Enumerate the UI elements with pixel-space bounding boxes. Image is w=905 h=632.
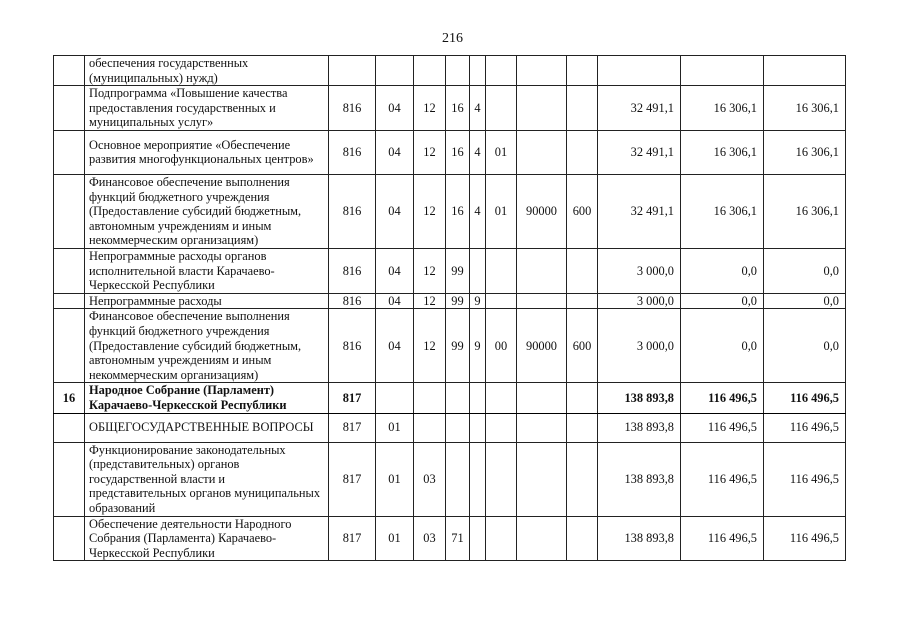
subprogram-code-cell: 9 <box>470 293 486 309</box>
section-code-cell <box>376 56 414 86</box>
subprogram-code-cell <box>470 248 486 293</box>
amount-year1-cell <box>598 56 681 86</box>
amount-year1-cell: 3 000,0 <box>598 293 681 309</box>
table-row <box>54 442 846 516</box>
row-number-cell <box>54 293 85 309</box>
row-number-cell <box>54 442 85 516</box>
subsection-code-cell <box>414 56 446 86</box>
section-code-cell: 04 <box>376 248 414 293</box>
row-name-cell: Функционирование законодательных (представительных) органов государственной власти и представительных органов муниципальных образований <box>85 442 329 516</box>
row-number-cell <box>54 248 85 293</box>
row-number-cell <box>54 130 85 174</box>
section-code-cell <box>376 383 414 413</box>
table-row <box>54 516 846 561</box>
activity-code-cell <box>486 383 517 413</box>
subsection-code-cell: 12 <box>414 248 446 293</box>
amount-year2-cell <box>681 56 764 86</box>
direction-code-cell <box>517 383 567 413</box>
ministry-code-cell: 817 <box>329 516 376 561</box>
table-row <box>54 130 846 174</box>
amount-year2-cell: 0,0 <box>681 309 764 383</box>
ministry-code-cell: 816 <box>329 130 376 174</box>
amount-year2-cell: 116 496,5 <box>681 442 764 516</box>
section-code-cell: 04 <box>376 86 414 131</box>
section-code-cell: 01 <box>376 413 414 442</box>
expense-type-cell <box>567 383 598 413</box>
table-row <box>54 309 846 383</box>
table-row <box>54 86 846 131</box>
direction-code-cell <box>517 248 567 293</box>
program-code-cell: 16 <box>446 130 470 174</box>
amount-year2-cell: 16 306,1 <box>681 130 764 174</box>
budget-table <box>53 55 846 561</box>
ministry-code-cell: 816 <box>329 248 376 293</box>
row-number-cell <box>54 174 85 248</box>
row-name-cell: Непрограммные расходы органов исполнительной власти Карачаево-Черкесской Республики <box>85 248 329 293</box>
amount-year2-cell: 16 306,1 <box>681 174 764 248</box>
activity-code-cell: 00 <box>486 309 517 383</box>
amount-year2-cell: 16 306,1 <box>681 86 764 131</box>
expense-type-cell <box>567 442 598 516</box>
amount-year1-cell: 138 893,8 <box>598 442 681 516</box>
direction-code-cell <box>517 130 567 174</box>
amount-year2-cell: 116 496,5 <box>681 383 764 413</box>
expense-type-cell <box>567 130 598 174</box>
row-number-cell: 16 <box>54 383 85 413</box>
expense-type-cell: 600 <box>567 174 598 248</box>
direction-code-cell <box>517 56 567 86</box>
ministry-code-cell <box>329 56 376 86</box>
page-number: 216 <box>442 31 463 46</box>
amount-year1-cell: 138 893,8 <box>598 413 681 442</box>
activity-code-cell <box>486 413 517 442</box>
program-code-cell <box>446 413 470 442</box>
program-code-cell: 16 <box>446 174 470 248</box>
ministry-code-cell: 816 <box>329 86 376 131</box>
ministry-code-cell: 816 <box>329 293 376 309</box>
program-code-cell <box>446 56 470 86</box>
program-code-cell: 99 <box>446 309 470 383</box>
subsection-code-cell <box>414 383 446 413</box>
ministry-code-cell: 817 <box>329 383 376 413</box>
activity-code-cell <box>486 442 517 516</box>
amount-year1-cell: 3 000,0 <box>598 248 681 293</box>
table-row <box>54 413 846 442</box>
table-row <box>54 383 846 413</box>
expense-type-cell <box>567 86 598 131</box>
subsection-code-cell: 12 <box>414 86 446 131</box>
program-code-cell: 99 <box>446 293 470 309</box>
ministry-code-cell: 816 <box>329 309 376 383</box>
row-name-cell: обеспечения государственных (муниципальных) нужд) <box>85 56 329 86</box>
ministry-code-cell: 816 <box>329 174 376 248</box>
amount-year1-cell: 3 000,0 <box>598 309 681 383</box>
program-code-cell: 71 <box>446 516 470 561</box>
direction-code-cell <box>517 86 567 131</box>
amount-year3-cell <box>764 56 846 86</box>
subprogram-code-cell <box>470 56 486 86</box>
section-code-cell: 04 <box>376 130 414 174</box>
table-row <box>54 293 846 309</box>
activity-code-cell: 01 <box>486 130 517 174</box>
amount-year3-cell: 16 306,1 <box>764 86 846 131</box>
amount-year3-cell: 116 496,5 <box>764 442 846 516</box>
row-number-cell <box>54 516 85 561</box>
amount-year3-cell: 0,0 <box>764 309 846 383</box>
expense-type-cell <box>567 293 598 309</box>
subsection-code-cell: 12 <box>414 174 446 248</box>
program-code-cell: 16 <box>446 86 470 131</box>
expense-type-cell <box>567 516 598 561</box>
activity-code-cell <box>486 516 517 561</box>
table-row <box>54 174 846 248</box>
program-code-cell <box>446 383 470 413</box>
amount-year3-cell: 116 496,5 <box>764 383 846 413</box>
amount-year2-cell: 116 496,5 <box>681 516 764 561</box>
subsection-code-cell: 12 <box>414 293 446 309</box>
program-code-cell: 99 <box>446 248 470 293</box>
subprogram-code-cell <box>470 442 486 516</box>
amount-year2-cell: 116 496,5 <box>681 413 764 442</box>
table-row <box>54 248 846 293</box>
subsection-code-cell <box>414 413 446 442</box>
expense-type-cell <box>567 413 598 442</box>
row-number-cell <box>54 56 85 86</box>
activity-code-cell <box>486 293 517 309</box>
amount-year1-cell: 32 491,1 <box>598 130 681 174</box>
subsection-code-cell: 12 <box>414 130 446 174</box>
amount-year1-cell: 32 491,1 <box>598 86 681 131</box>
subprogram-code-cell <box>470 516 486 561</box>
row-name-cell: ОБЩЕГОСУДАРСТВЕННЫЕ ВОПРОСЫ <box>85 413 329 442</box>
subsection-code-cell: 12 <box>414 309 446 383</box>
row-name-cell: Народное Собрание (Парламент) Карачаево-Черкесской Республики <box>85 383 329 413</box>
amount-year3-cell: 0,0 <box>764 248 846 293</box>
row-number-cell <box>54 309 85 383</box>
section-code-cell: 04 <box>376 293 414 309</box>
amount-year1-cell: 138 893,8 <box>598 516 681 561</box>
subprogram-code-cell: 9 <box>470 309 486 383</box>
row-name-cell: Финансовое обеспечение выполнения функций бюджетного учреждения (Предоставление субсидий бюджетным, автономным учреждениям и иным некоммерческим организациям) <box>85 309 329 383</box>
amount-year2-cell: 0,0 <box>681 248 764 293</box>
amount-year1-cell: 138 893,8 <box>598 383 681 413</box>
subprogram-code-cell: 4 <box>470 86 486 131</box>
amount-year3-cell: 0,0 <box>764 293 846 309</box>
row-name-cell: Непрограммные расходы <box>85 293 329 309</box>
subsection-code-cell: 03 <box>414 516 446 561</box>
activity-code-cell <box>486 56 517 86</box>
amount-year1-cell: 32 491,1 <box>598 174 681 248</box>
amount-year3-cell: 16 306,1 <box>764 174 846 248</box>
direction-code-cell: 90000 <box>517 174 567 248</box>
row-number-cell <box>54 413 85 442</box>
expense-type-cell <box>567 248 598 293</box>
table-row <box>54 56 846 86</box>
subprogram-code-cell: 4 <box>470 174 486 248</box>
amount-year3-cell: 116 496,5 <box>764 516 846 561</box>
row-name-cell: Основное мероприятие «Обеспечение развития многофункциональных центров» <box>85 130 329 174</box>
row-name-cell: Финансовое обеспечение выполнения функций бюджетного учреждения (Предоставление субсидий бюджетным, автономным учреждениям и иным некоммерческим организациям) <box>85 174 329 248</box>
subsection-code-cell: 03 <box>414 442 446 516</box>
row-name-cell: Обеспечение деятельности Народного Собрания (Парламента) Карачаево-Черкесской Республики <box>85 516 329 561</box>
amount-year3-cell: 116 496,5 <box>764 413 846 442</box>
subprogram-code-cell <box>470 383 486 413</box>
direction-code-cell <box>517 413 567 442</box>
amount-year3-cell: 16 306,1 <box>764 130 846 174</box>
direction-code-cell: 90000 <box>517 309 567 383</box>
direction-code-cell <box>517 293 567 309</box>
row-name-cell: Подпрограмма «Повышение качества предоставления государственных и муниципальных услуг» <box>85 86 329 131</box>
section-code-cell: 01 <box>376 516 414 561</box>
activity-code-cell <box>486 248 517 293</box>
section-code-cell: 01 <box>376 442 414 516</box>
section-code-cell: 04 <box>376 174 414 248</box>
activity-code-cell <box>486 86 517 131</box>
direction-code-cell <box>517 442 567 516</box>
row-number-cell <box>54 86 85 131</box>
program-code-cell <box>446 442 470 516</box>
ministry-code-cell: 817 <box>329 413 376 442</box>
subprogram-code-cell: 4 <box>470 130 486 174</box>
activity-code-cell: 01 <box>486 174 517 248</box>
subprogram-code-cell <box>470 413 486 442</box>
direction-code-cell <box>517 516 567 561</box>
ministry-code-cell: 817 <box>329 442 376 516</box>
section-code-cell: 04 <box>376 309 414 383</box>
amount-year2-cell: 0,0 <box>681 293 764 309</box>
expense-type-cell <box>567 56 598 86</box>
expense-type-cell: 600 <box>567 309 598 383</box>
